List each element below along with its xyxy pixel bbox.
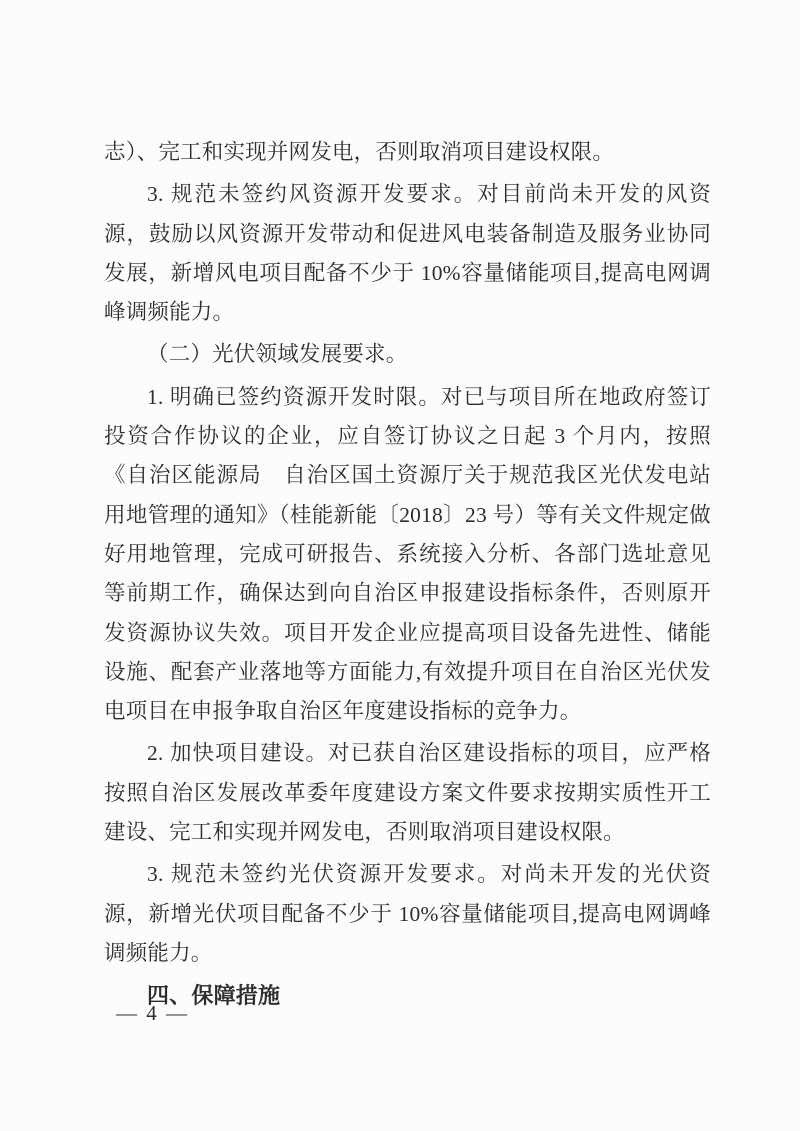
paragraph-wind-item3: 3. 规范未签约风资源开发要求。对目前尚未开发的风资源，鼓励以风资源开发带动和促进风电装备制造及服务业协同发展，新增风电项目配备不少于 10%容量储能项目,提高电网调峰调频能力。: [104, 182, 711, 325]
paragraph-pv-item1: 1. 明确已签约资源开发时限。对已与项目所在地政府签订投资合作协议的企业，应自签订协议之日起 3 个月内，按照《自治区能源局 自治区国土资源厅关于规范我区光伏发电站用地管理的通知》（桂能新能〔2018〕23 号）等有关文件规定做好用地管理，完成可研报告、系统接入分析、各部门选址意见等前期工作，确保达到向自治区申报建设指标条件，否则原开发资源协议失效。项目开发企业应提高项目设备先进性、储能设施、配套产业落地等方面能力,有效提升项目在自治区光伏发电项目在申报争取自治区年度建设指标的竞争力。: [104, 384, 711, 724]
paragraph-pv-item2: 2. 加快项目建设。对已获自治区建设指标的项目，应严格按照自治区发展改革委年度建设方案文件要求按期实质性开工建设、完工和实现并网发电，否则取消项目建设权限。: [104, 741, 711, 845]
section-heading-safeguards: 四、保障措施: [147, 983, 281, 1009]
paragraph-wind-item2-tail: 志）、完工和实现并网发电，否则取消项目建设权限。: [104, 140, 615, 164]
paragraph-pv-item3: 3. 规范未签约光伏资源开发要求。对尚未开发的光伏资源，新增光伏项目配备不少于 10%容量储能项目,提高电网调峰调频能力。: [104, 862, 711, 965]
document-body: [104, 133, 711, 1016]
section-heading-pv: （二）光伏领域发展要求。: [147, 342, 408, 367]
page-number: — 4 —: [116, 1001, 189, 1025]
